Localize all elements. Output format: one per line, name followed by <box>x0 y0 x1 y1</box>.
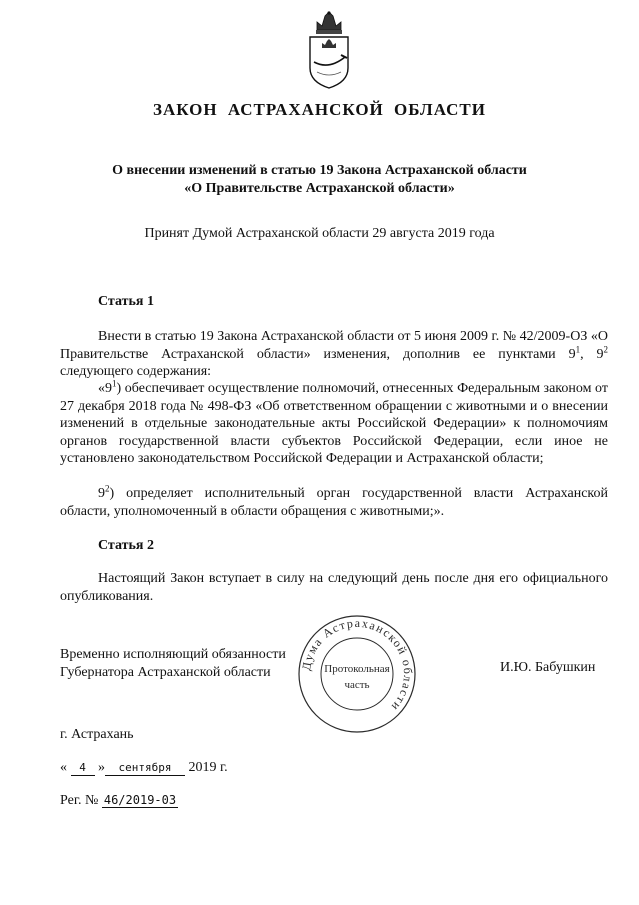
stamp-center-line-1: Протокольная <box>324 663 390 675</box>
article-1-p1-mid: , 9 <box>580 346 604 362</box>
article-1-p1-end: следующего содержания: <box>60 364 212 380</box>
signatory-line-1: Временно исполняющий обязанности <box>60 647 286 662</box>
stamp-ring-text-path: Дума Астраханской области <box>298 615 416 715</box>
date-month: сентября <box>105 761 185 776</box>
superscript: 2 <box>603 343 609 354</box>
article-1-paragraph-1 <box>60 328 608 381</box>
date-close-quote: » <box>98 760 105 775</box>
article-1-paragraph-3 <box>60 485 608 520</box>
article-1-heading: Статья 1 <box>98 294 154 309</box>
stamp-center-line-2: часть <box>344 679 370 691</box>
law-title: ЗАКОН АСТРАХАНСКОЙ ОБЛАСТИ <box>152 100 486 119</box>
superscript: 1 <box>112 378 117 389</box>
article-1-p2-text: ) обеспечивает осуществление полномочий, отнесенных Федеральным законом от 27 декабря 2018 года № 498-ФЗ «Об ответственном обращении с животными и о внесении изменений в отдельные законодательные акты Российской Федерации» к полномочиям органов государственной власти субъектов Российской Федерации, если иное не установлено законодательством Российской Федерации и Астраханской области; <box>60 381 608 467</box>
article-1-p3-start: 9 <box>98 486 105 501</box>
signing-date <box>60 760 228 776</box>
superscript: 1 <box>575 343 581 354</box>
subtitle-line-1: О внесении изменений в статью 19 Закона Астраханской области <box>112 163 527 178</box>
signatory-line-2: Губернатора Астраханской области <box>60 665 271 680</box>
date-open-quote: « <box>60 760 67 775</box>
signatory-title <box>60 646 286 682</box>
city: г. Астрахань <box>60 727 134 742</box>
reg-label: Рег. № <box>60 793 99 808</box>
subtitle-line-2: «О Правительстве Астраханской области» <box>184 181 455 196</box>
date-year: 2019 г. <box>188 760 228 775</box>
registration-number <box>60 793 178 809</box>
article-1-p3-text: ) определяет исполнительный орган государственной власти Астраханской области, уполномоченный в области обращения с животными;». <box>60 486 608 519</box>
coat-of-arms-emblem <box>303 10 355 90</box>
signatory-name: И.Ю. Бабушкин <box>500 660 596 675</box>
reg-number: 46/2019-03 <box>103 793 177 807</box>
article-2-heading: Статья 2 <box>98 538 154 553</box>
official-stamp <box>295 612 419 736</box>
article-1-p2-start: «9 <box>98 381 112 396</box>
article-1-p1-text: Внести в статью 19 Закона Астраханской области от 5 июня 2009 г. № 42/2009-ОЗ «О Правительстве Астраханской области» изменения, дополнив ее пунктами 9 <box>60 329 608 362</box>
article-2-p1-text: Настоящий Закон вступает в силу на следующий день после дня его официального опубликования. <box>60 571 608 604</box>
adoption-note: Принят Думой Астраханской области 29 августа 2019 года <box>144 226 495 241</box>
law-subtitle <box>0 162 639 198</box>
article-1-paragraph-2 <box>60 380 608 468</box>
superscript: 2 <box>105 483 110 494</box>
article-2-paragraph-1 <box>60 570 608 605</box>
date-day: 4 <box>71 761 95 776</box>
